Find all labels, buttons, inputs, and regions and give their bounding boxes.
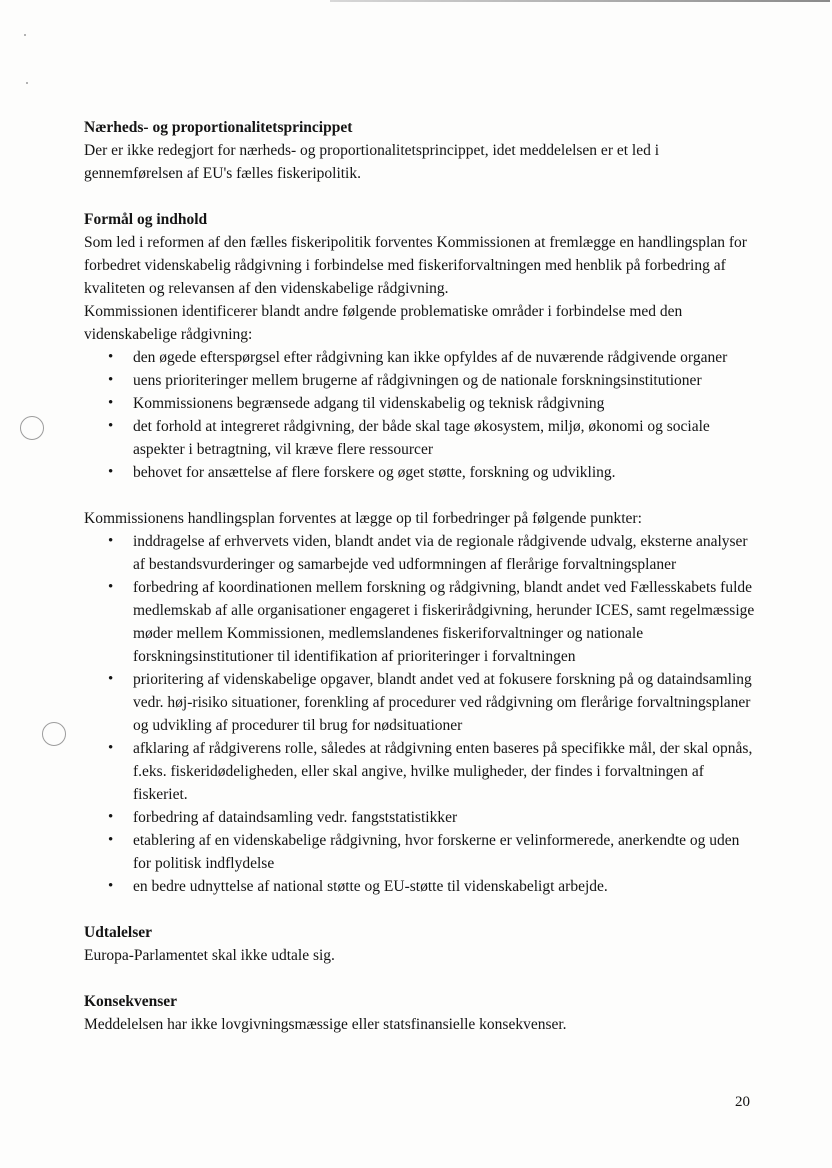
improvement-points-list xyxy=(84,530,756,898)
list-item: • forbedring af dataindsamling vedr. fangststatistikker xyxy=(84,806,756,829)
section-heading: Formål og indhold xyxy=(84,211,208,228)
scan-speck xyxy=(24,34,26,36)
list-item: • inddragelse af erhvervets viden, blandt andet via de regionale rådgivende udvalg, eksterne analyser af bestandsvurderinger og samarbejde ved udformningen af flerårige forvaltningsplaner xyxy=(84,530,756,576)
section-paragraph: Meddelelsen har ikke lovgivningsmæssige eller statsfinansielle konsekvenser. xyxy=(84,1016,567,1033)
list-item: • forbedring af koordinationen mellem forskning og rådgivning, blandt andet ved Fællesskabets fulde medlemskab af alle organisationer engageret i fiskerirådgivning, herunder ICES, samt regelmæssige møder mellem Kommissionen, medlemslandenes fiskeriforvaltninger og nationale forskningsinstitutioner til identifikation af prioriteringer i forvaltningen xyxy=(84,576,756,668)
list-item: • uens prioriteringer mellem brugerne af rådgivningen og de nationale forskningsinstitutioner xyxy=(84,369,756,392)
list-item: • etablering af en videnskabelige rådgivning, hvor forskerne er velinformerede, anerkendte og uden for politisk indflydelse xyxy=(84,829,756,875)
list-item: • Kommissionens begrænsede adgang til videnskabelig og teknisk rådgivning xyxy=(84,392,756,415)
punch-hole-mark xyxy=(42,722,66,746)
list-item: • det forhold at integreret rådgivning, der både skal tage økosystem, miljø, økonomi og sociale aspekter i betragtning, vil kræve flere ressourcer xyxy=(84,415,756,461)
list-item: • prioritering af videnskabelige opgaver, blandt andet ved at fokusere forskning på og dataindsamling vedr. høj-risiko situationer, forenkling af procedurer ved rådgivning om flerårige forvaltningsplaner og udvikling af procedurer til brug for nødsituationer xyxy=(84,668,756,737)
section-paragraph: Som led i reformen af den fælles fiskeripolitik forventes Kommissionen at fremlægge en handlingsplan for forbedret videnskabelig rådgivning i forbindelse med fiskeriforvaltningen med henblik på forbedring af kvaliteten og relevansen af den videnskabelige rådgivning. xyxy=(84,234,747,297)
scan-top-edge xyxy=(330,0,830,2)
section-heading: Konsekvenser xyxy=(84,993,177,1010)
list-item: • behovet for ansættelse af flere forskere og øget støtte, forskning og udvikling. xyxy=(84,461,756,484)
punch-hole-mark xyxy=(20,416,44,440)
section-statements xyxy=(84,921,756,967)
section-heading: Udtalelser xyxy=(84,924,153,941)
section-paragraph: Der er ikke redegjort for nærheds- og proportionalitetsprincippet, idet meddelelsen er et led i gennemførelsen af EU's fælles fiskeripolitik. xyxy=(84,142,660,182)
section-subsidiarity xyxy=(84,116,756,185)
section-paragraph: Europa-Parlamentet skal ikke udtale sig. xyxy=(84,947,335,964)
page-number: 20 xyxy=(735,1094,750,1110)
document-body xyxy=(84,116,756,1036)
problem-areas-list xyxy=(84,346,756,484)
list-item: • afklaring af rådgiverens rolle, således at rådgivning enten baseres på specifikke mål, der skal opnås, f.eks. fiskeridødeligheden, eller skal angive, hvilke muligheder, der findes i forvaltningen af fiskeriet. xyxy=(84,737,756,806)
list-item: • en bedre udnyttelse af national støtte og EU-støtte til videnskabeligt arbejde. xyxy=(84,875,756,898)
section-purpose-content xyxy=(84,208,756,898)
section-consequences xyxy=(84,990,756,1036)
section-heading: Nærheds- og proportionalitetsprincippet xyxy=(84,119,353,136)
section-paragraph: Kommissionen identificerer blandt andre følgende problematiske områder i forbindelse med den videnskabelige rådgivning: xyxy=(84,303,683,343)
scan-speck xyxy=(26,82,28,84)
section-paragraph: Kommissionens handlingsplan forventes at lægge op til forbedringer på følgende punkter: xyxy=(84,510,642,527)
list-item: • den øgede efterspørgsel efter rådgivning kan ikke opfyldes af de nuværende rådgivende organer xyxy=(84,346,756,369)
